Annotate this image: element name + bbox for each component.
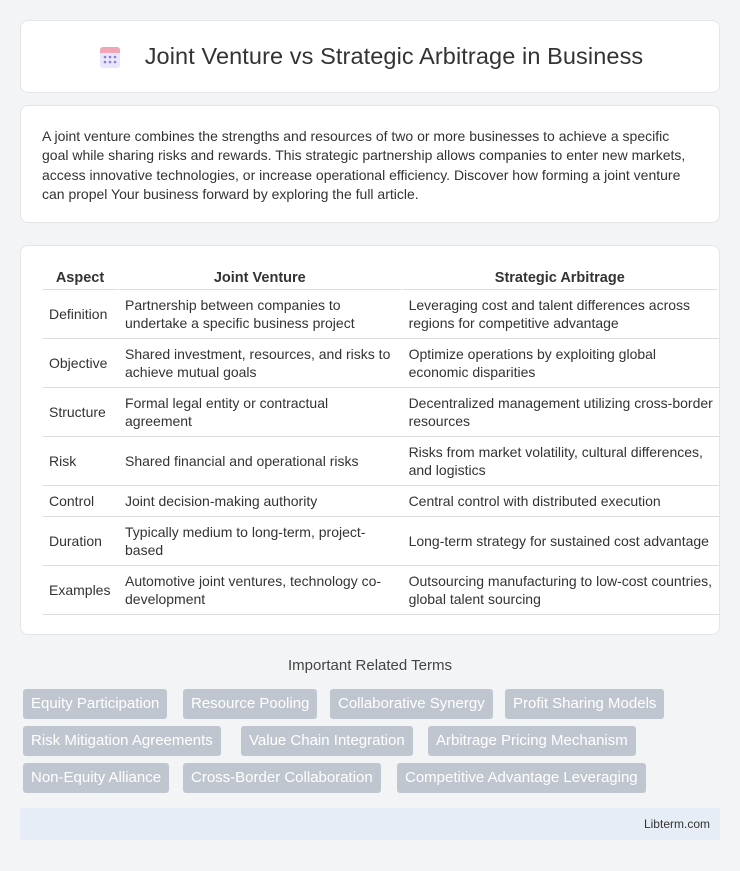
tag-competitive-advantage-leveraging[interactable]: Competitive Advantage Leveraging <box>397 763 646 793</box>
comparison-table <box>43 266 719 615</box>
page-title: Joint Venture vs Strategic Arbitrage in Business <box>144 43 644 69</box>
tag-resource-pooling[interactable]: Resource Pooling <box>183 689 317 719</box>
tag-value-chain-integration[interactable]: Value Chain Integration <box>241 726 413 756</box>
row-joint-venture: Typically medium to long-term, project-based <box>119 517 403 566</box>
row-aspect: Objective <box>43 339 119 388</box>
row-joint-venture: Shared financial and operational risks <box>119 437 403 486</box>
header-strategic-arbitrage: Strategic Arbitrage <box>403 266 719 290</box>
tag-equity-participation[interactable]: Equity Participation <box>23 689 167 719</box>
table-header-row <box>43 266 719 290</box>
table-row <box>43 517 719 566</box>
table-row <box>43 388 719 437</box>
comparison-card <box>20 245 720 635</box>
row-aspect: Duration <box>43 517 119 566</box>
tag-profit-sharing-models[interactable]: Profit Sharing Models <box>505 689 664 719</box>
tag-arbitrage-pricing-mechanism[interactable]: Arbitrage Pricing Mechanism <box>428 726 636 756</box>
row-strategic-arbitrage: Optimize operations by exploiting global economic disparities <box>403 339 719 388</box>
tag-collaborative-synergy[interactable]: Collaborative Synergy <box>330 689 493 719</box>
header-aspect: Aspect <box>43 266 119 290</box>
row-strategic-arbitrage: Long-term strategy for sustained cost advantage <box>403 517 719 566</box>
tag-risk-mitigation-agreements[interactable]: Risk Mitigation Agreements <box>23 726 221 756</box>
row-aspect: Control <box>43 486 119 517</box>
row-strategic-arbitrage: Decentralized management utilizing cross-border resources <box>403 388 719 437</box>
table-row <box>43 339 719 388</box>
row-aspect: Examples <box>43 566 119 615</box>
row-joint-venture: Automotive joint ventures, technology co-development <box>119 566 403 615</box>
row-strategic-arbitrage: Central control with distributed execution <box>403 486 719 517</box>
row-joint-venture: Joint decision-making authority <box>119 486 403 517</box>
row-joint-venture: Shared investment, resources, and risks to achieve mutual goals <box>119 339 403 388</box>
table-row <box>43 437 719 486</box>
table-row <box>43 290 719 339</box>
related-terms-heading: Important Related Terms <box>288 657 452 674</box>
tag-non-equity-alliance[interactable]: Non-Equity Alliance <box>23 763 169 793</box>
row-aspect: Definition <box>43 290 119 339</box>
row-aspect: Structure <box>43 388 119 437</box>
intro-card <box>20 105 720 223</box>
header-joint-venture: Joint Venture <box>119 266 403 290</box>
table-row <box>43 486 719 517</box>
row-aspect: Risk <box>43 437 119 486</box>
title-card <box>20 20 720 93</box>
row-joint-venture: Partnership between companies to undertake a specific business project <box>119 290 403 339</box>
row-joint-venture: Formal legal entity or contractual agreement <box>119 388 403 437</box>
intro-paragraph: A joint venture combines the strengths and resources of two or more businesses to achieve a specific goal while sharing risks and rewards. This strategic partnership allows companies to enter new markets, access innovative technologies, or increase operational efficiency. Discover how forming a joint venture can propel Your business forward by exploring the full article. <box>42 128 686 202</box>
row-strategic-arbitrage: Outsourcing manufacturing to low-cost countries, global talent sourcing <box>403 566 719 615</box>
footer <box>20 808 720 840</box>
row-strategic-arbitrage: Leveraging cost and talent differences across regions for competitive advantage <box>403 290 719 339</box>
footer-site-link[interactable]: Libterm.com <box>643 817 710 831</box>
row-strategic-arbitrage: Risks from market volatility, cultural differences, and logistics <box>403 437 719 486</box>
tag-cross-border-collaboration[interactable]: Cross-Border Collaboration <box>183 763 381 793</box>
calendar-grid-icon <box>97 44 123 70</box>
table-row <box>43 566 719 615</box>
